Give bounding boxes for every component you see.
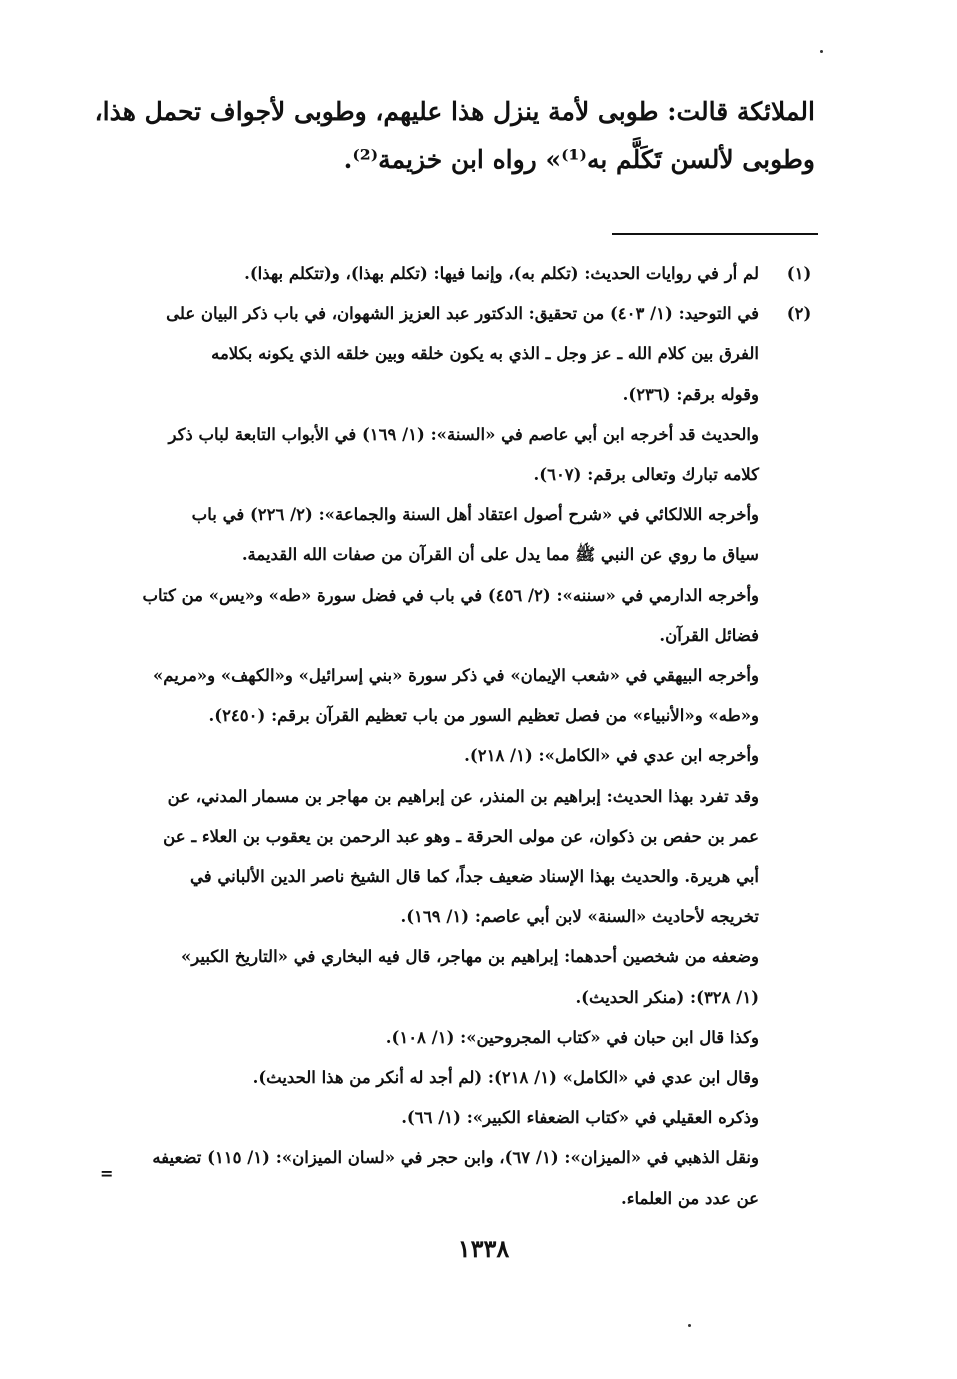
bottom-speck (688, 1324, 691, 1327)
footnote-line: أبي هريرة. والحديث بهذا الإسناد ضعيف جداً، كما قال الشيخ ناصر الدين الألباني في (189, 867, 759, 887)
footnote-line: الفرق بين كلام الله ـ عز وجل ـ الذي به يكون خلقه وبين خلقه الذي يكونه بكلامه (211, 344, 759, 364)
footnote-line: عن عدد من العلماء. (621, 1188, 759, 1208)
page-number: ١٣٣٨ (457, 1234, 510, 1263)
footnote-line: وأخرجه ابن عدي في «الكامل»: (١/ ٢١٨). (464, 746, 759, 766)
footnote-line: و«طه» و«الأنبياء» من فصل تعظيم السور من باب تعظيم القرآن برقم: (٢٤٥٠). (208, 706, 759, 726)
footnote-line: تخريجه لأحاديث «السنة» لابن أبي عاصم: (١/ ١٦٩). (400, 907, 759, 927)
footnote-line: وقد تفرد بهذا الحديث: إبراهيم بن المنذر، عن إبراهيم بن مهاجر بن مسمار المدني، عن (167, 786, 759, 806)
footnote-line: وأخرجه البيهقي في «شعب الإيمان» في ذكر سورة «بني إسرائيل» و«الكهف» و«مريم» (152, 666, 759, 686)
footnote-line: عمر بن حفص بن ذكوان، عن مولى الحرقة ـ وهو عبد الرحمن بن يعقوب بن العلاء ـ عن (163, 826, 759, 846)
footnote-number: (١) (786, 264, 812, 283)
continuation-mark: = (100, 1164, 114, 1183)
footnotes-section (107, 254, 819, 1219)
main-text-line: وطوبى لألسن تَكَلَّم به⁽¹⁾» رواه ابن خزيمة⁽²⁾. (343, 145, 815, 174)
footnote-line: وقال ابن عدي في «الكامل» (١/ ٢١٨): (لم أجد له أنكر من هذا الحديث). (252, 1068, 759, 1088)
footnote-2 (107, 294, 819, 1219)
footnote-separator-rule (612, 233, 818, 235)
corner-speck (820, 50, 823, 53)
footnote-line: كلامه تبارك وتعالى برقم: (٦٠٧). (533, 465, 759, 485)
footnote-line: والحديث قد أخرجه ابن أبي عاصم في «السنة»: (١/ ١٦٩) في الأبواب التابعة لباب ذكر (168, 424, 759, 444)
footnote-line: (١/ ٣٢٨): (منكر الحديث). (575, 987, 759, 1007)
footnote-line: فضائل القرآن. (659, 625, 759, 645)
footnote-line: لم أر في روايات الحديث: (تكلم به)، وإنما فيها: (تكلم بهذا)، و(تتكلم بهذا). (244, 264, 759, 283)
footnote-1 (107, 254, 819, 294)
footnote-line: وأخرجه الدارمي في «سننه»: (٢/ ٤٥٦) في باب في فضل سورة «طه» و«يس» من كتاب (142, 585, 759, 605)
footnote-line: وكذا قال ابن حبان في «كتاب المجروحين»: (١/ ١٠٨). (385, 1027, 759, 1047)
footnote-line: ونقل الذهبي في «الميزان»: (١/ ٦٧)، وابن حجر في «لسان الميزان»: (١/ ١١٥) تضعيفه (152, 1148, 759, 1168)
main-text-block (95, 88, 815, 184)
footnote-number: (٢) (786, 304, 812, 324)
footnote-line: وقوله برقم: (٢٣٦). (622, 384, 759, 404)
footnote-line: وأخرجه اللالكائي في «شرح أصول اعتقاد أهل السنة والجماعة»: (٢/ ٢٢٦) في باب (191, 505, 759, 525)
main-text-line: الملائكة قالت: طوبى لأمة ينزل هذا عليهم، وطوبى لأجواف تحمل هذا، (94, 97, 815, 126)
footnote-line: في التوحيد: (١/ ٤٠٣) من تحقيق: الدكتور عبد العزيز الشهوان، في باب ذكر البيان على (166, 304, 759, 324)
footnote-line: وضعفه من شخصين أحدهما: إبراهيم بن مهاجر، قال فيه البخاري في «التاريخ الكبير» (180, 947, 759, 967)
footnote-line: سياق ما روي عن النبي ﷺ مما يدل على أن القرآن من صفات الله القديمة. (241, 545, 759, 565)
footnote-line: وذكره العقيلي في «كتاب الضعفاء الكبير»: (١/ ٦٦). (401, 1108, 759, 1128)
